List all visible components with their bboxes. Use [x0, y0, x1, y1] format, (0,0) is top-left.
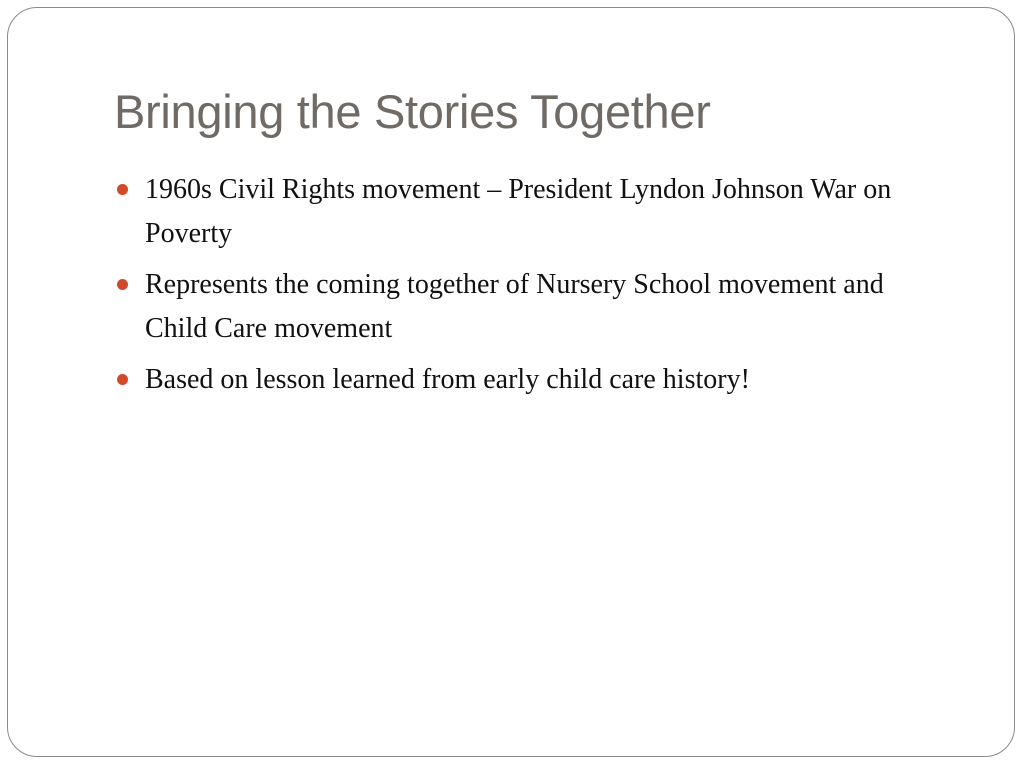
- slide-title: Bringing the Stories Together: [114, 85, 711, 138]
- bullet-text: Represents the coming together of Nursery School movement and Child Care movement: [145, 269, 884, 344]
- bullet-item: [114, 168, 934, 256]
- bullet-dot-icon: [117, 184, 128, 195]
- bullet-text: Based on lesson learned from early child care history!: [145, 364, 750, 395]
- bullet-text: 1960s Civil Rights movement – President Lyndon Johnson War on Poverty: [145, 174, 892, 249]
- bullet-list: [114, 168, 934, 409]
- bullet-item: [114, 358, 934, 402]
- bullet-item: [114, 263, 934, 351]
- bullet-dot-icon: [117, 279, 128, 290]
- slide-frame: [7, 7, 1015, 757]
- bullet-dot-icon: [117, 374, 128, 385]
